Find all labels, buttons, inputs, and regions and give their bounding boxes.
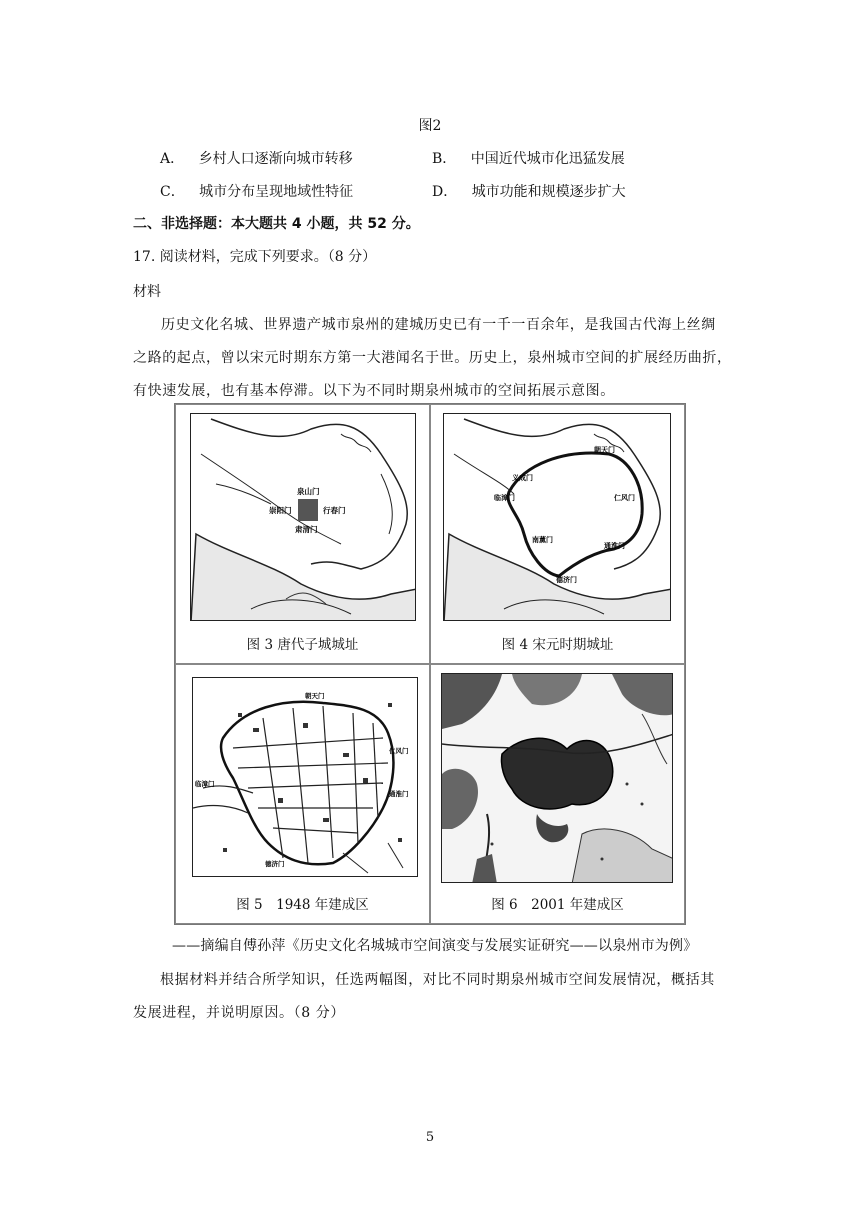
option-text: 中国近代城市化迅猛发展: [470, 151, 625, 167]
figure-6-caption: 图 6 2001 年建成区: [491, 897, 624, 913]
map-2001-built-up: [441, 673, 673, 883]
page-number: 5: [425, 1130, 435, 1145]
paragraph-line-2: 之路的起点，曾以宋元时期东方第一大港闻名于世。历史上，泉州城市空间的扩展经历曲折，: [133, 350, 732, 366]
map-tang-city: [190, 413, 416, 621]
question-title: 17. 阅读材料，完成下列要求。（8 分）: [133, 249, 377, 265]
task-line-2: 发展进程，并说明原因。（8 分）: [133, 1005, 345, 1021]
map-1948-built-up: [192, 677, 418, 877]
gate-label: 临漳门: [494, 494, 515, 502]
task-line-1: 根据材料并结合所学知识，任选两幅图，对比不同时期泉州城市空间发展情况，概括其: [160, 972, 715, 988]
option-letter: D．: [432, 184, 458, 200]
option-letter: B．: [432, 151, 457, 167]
option-a: [160, 149, 353, 169]
paragraph-line-1: 历史文化名城、世界遗产城市泉州的建城历史已有一千一百余年，是我国古代海上丝绸: [161, 317, 716, 333]
material-label: 材料: [133, 284, 161, 300]
option-letter: A．: [160, 151, 185, 167]
gate-label: 朝天门: [594, 446, 615, 454]
figure-cell-4: [430, 404, 685, 664]
gate-label: 肃清门: [295, 525, 318, 534]
option-text: 城市分布呈现地域性特征: [199, 184, 354, 200]
figure-caption-top: 图2: [418, 118, 442, 134]
gate-label: 通淮门: [604, 542, 625, 550]
source-citation: ——摘编自傅孙萍《历史文化名城城市空间演变与发展实证研究——以泉州市为例》: [172, 938, 698, 954]
option-text: 城市功能和规模逐步扩大: [471, 184, 626, 200]
gate-label: 泉山门: [297, 487, 320, 496]
figure-cell-3: [175, 404, 430, 664]
option-d: [432, 182, 626, 202]
option-letter: C．: [160, 184, 185, 200]
gate-label: 南薰门: [532, 536, 553, 544]
gate-label: 通淮门: [389, 790, 409, 798]
figure-4-caption: 图 4 宋元时期城址: [501, 637, 614, 653]
map-song-yuan-city: [443, 413, 671, 621]
option-text: 乡村人口逐渐向城市转移: [198, 151, 353, 167]
figure-3-caption: 图 3 唐代子城城址: [246, 637, 359, 653]
gate-label: 仁风门: [389, 747, 409, 755]
gate-label: 义成门: [512, 474, 533, 482]
gate-label: 崇阳门: [269, 506, 292, 515]
figure-cell-6: [430, 664, 685, 924]
option-c: [160, 182, 353, 202]
paragraph-line-3: 有快速发展，也有基本停滞。以下为不同时期泉州城市的空间拓展示意图。: [133, 383, 615, 399]
gate-label: 临漳门: [195, 780, 215, 788]
gate-label: 行春门: [323, 506, 346, 515]
figure-grid: [174, 403, 686, 925]
gate-label: 仁风门: [614, 494, 635, 502]
figure-5-caption: 图 5 1948 年建成区: [236, 897, 369, 913]
gate-label: 德济门: [556, 576, 577, 584]
figure-cell-5: [175, 664, 430, 924]
option-b: [432, 149, 625, 169]
section-heading: 二、非选择题：本大题共 4 小题，共 52 分。: [133, 216, 420, 232]
gate-label: 德济门: [265, 860, 285, 868]
gate-label: 朝天门: [305, 692, 325, 700]
